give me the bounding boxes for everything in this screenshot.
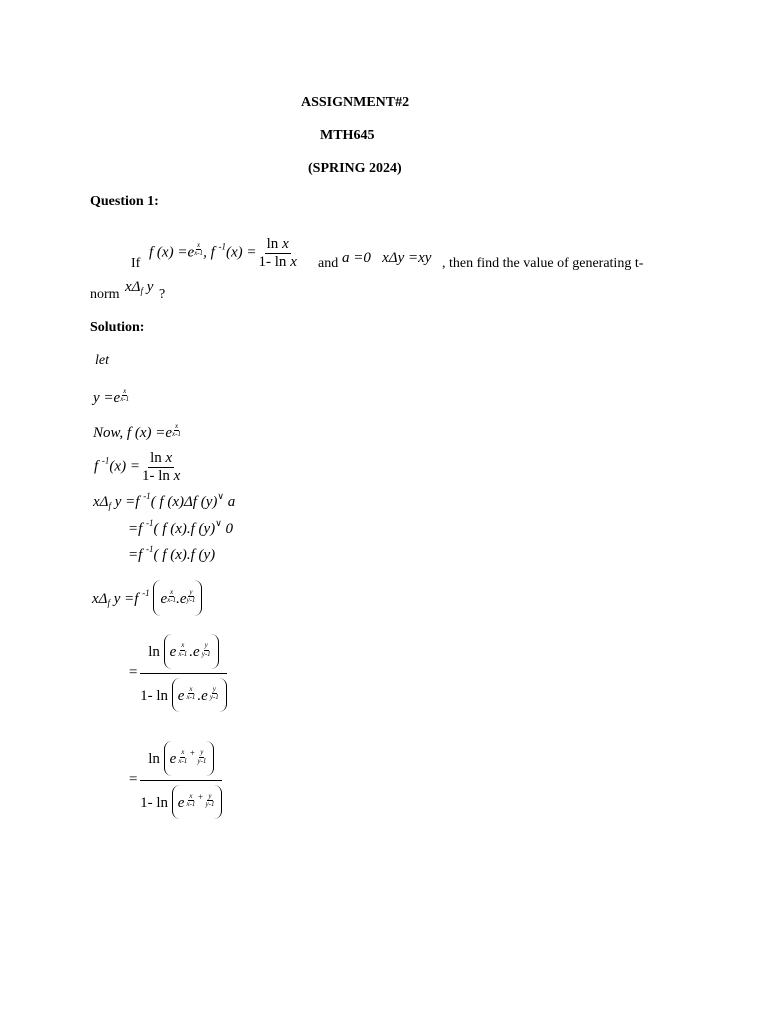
eq-tnorm-step4: $x\Delta_f$ y =f $^{-1}$ e $^{\frac{x}{x-1}}$ .e $^{\frac{y}{y-1}}$: [92, 580, 202, 616]
eq-tnorm-step1: $x\Delta_f$ y =f $^{-1}$( f (x)Δf (y)∨ a: [93, 491, 236, 511]
course-code: MTH645: [320, 128, 375, 143]
question-then: , then find the value of generating t-: [442, 256, 644, 271]
eq-y: y =e $^{\frac{x}{x-1}}$: [93, 387, 130, 406]
question-if: If: [131, 256, 141, 271]
assignment-title: ASSIGNMENT#2: [301, 95, 410, 110]
solution-label: Solution:: [90, 320, 145, 335]
solution-now: Now,: [93, 425, 124, 441]
question-norm: norm: [90, 287, 120, 302]
question-fx-def: f (x) =e $^{\frac{x}{x-1}}$ , f $^{-1}$(x) = $\frac{\text{ln x}}{\text{1- ln x}}$: [149, 236, 297, 270]
eq-tnorm-step5: = ln e $^{\frac{x}{x-1}}$ .e $^{\frac{y}{y-1}}$ 1- ln e $^{\frac{x}{x-1}}$ .e $^{\frac{y}{y-1}}$: [128, 634, 229, 712]
eq-tnorm-step6: = ln e $^{\frac{x}{x-1} + \frac{y}{y-1}}$ 1- ln e $^{\frac{x}{x-1} + \frac{y}{y-1}}$: [128, 741, 224, 819]
eq-tnorm-step2: =f $^{-1}$( f (x).f (y)∨ 0: [128, 518, 234, 537]
question-and: and: [318, 256, 339, 271]
solution-let: let: [95, 353, 109, 368]
question-qmark: ?: [159, 287, 166, 302]
eq-finv: f $^{-1}$(x) = $\frac{\text{ln x}}{\text{1- ln x}}$: [94, 450, 181, 484]
eq-now-fx: Now, f (x) =e $^{\frac{x}{x-1}}$: [93, 422, 181, 441]
question-label: Question 1:: [90, 194, 159, 209]
question-tnorm: $x\Delta_f$ y: [125, 279, 154, 296]
question-conditions: a =0 xΔy =xy: [342, 250, 432, 266]
eq-tnorm-step3: =f $^{-1}$( f (x).f (y): [128, 544, 216, 563]
term: (SPRING 2024): [308, 161, 402, 176]
